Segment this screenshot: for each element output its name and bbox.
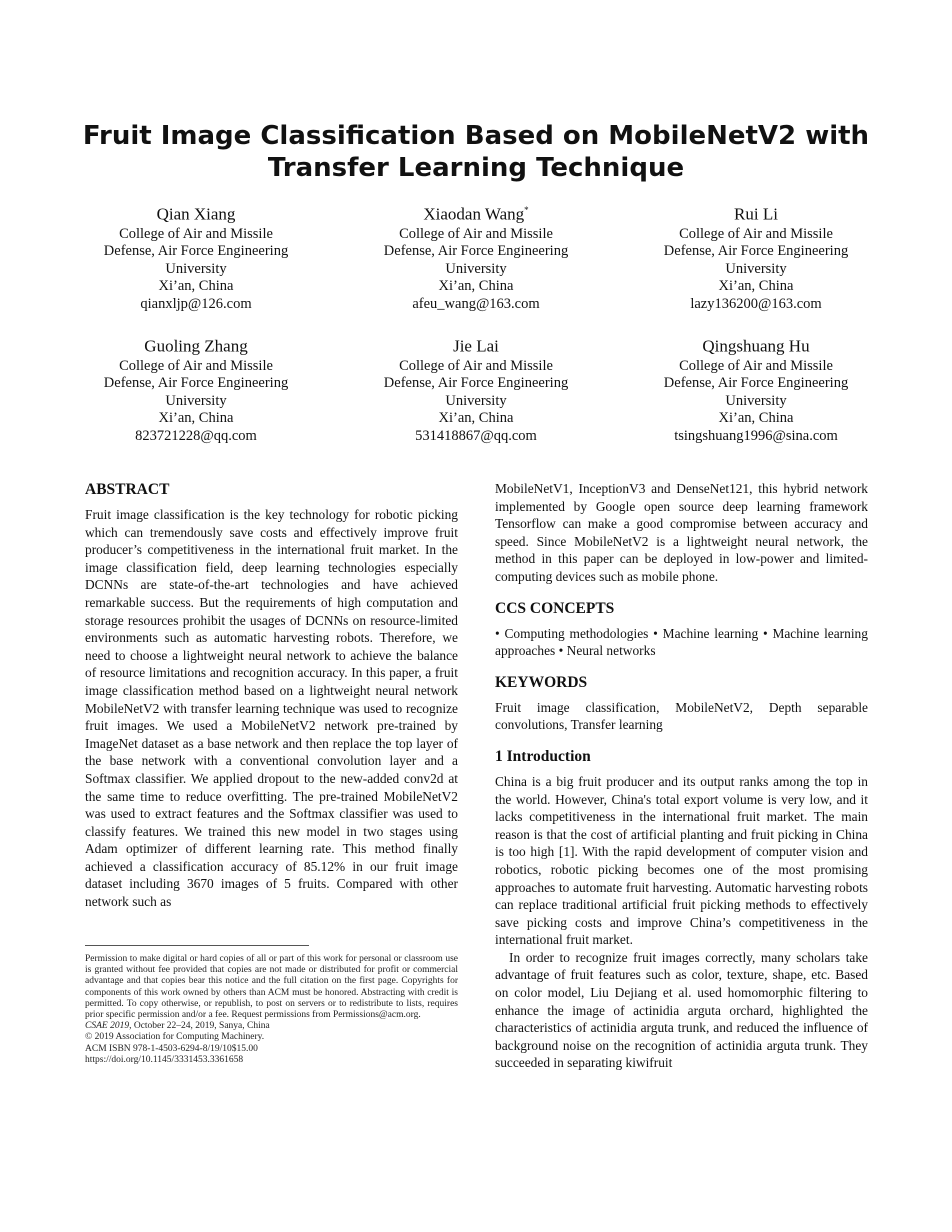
author-location: Xi’an, China bbox=[718, 278, 794, 295]
abstract-heading: ABSTRACT bbox=[85, 481, 170, 498]
author-affiliation: College of Air and Missile bbox=[399, 225, 553, 242]
author-name: Qian Xiang bbox=[156, 204, 236, 224]
author-row-2 bbox=[56, 331, 896, 446]
ccs-item: Neural networks bbox=[566, 643, 656, 659]
author-affiliation: College of Air and Missile bbox=[119, 357, 273, 374]
doi-link[interactable]: https://doi.org/10.1145/3331453.3361658 bbox=[85, 1054, 244, 1065]
paper-title: Fruit Image Classification Based on MobileNetV2 with Transfer Learning Technique bbox=[82, 121, 870, 183]
permission-footnote bbox=[85, 945, 458, 1066]
ccs-item: Computing methodologies bbox=[504, 625, 649, 641]
author-row-1 bbox=[56, 199, 896, 314]
author-email[interactable]: qianxljp@126.com bbox=[140, 296, 252, 313]
author-block bbox=[336, 331, 616, 446]
keywords-heading: KEYWORDS bbox=[495, 673, 588, 691]
author-location: Xi’an, China bbox=[158, 278, 234, 295]
author-affiliation: University bbox=[445, 392, 507, 409]
author-affiliation: College of Air and Missile bbox=[679, 225, 833, 242]
footnote-rule bbox=[85, 945, 309, 946]
author-location: Xi’an, China bbox=[718, 410, 794, 427]
author-email[interactable]: tsingshuang1996@sina.com bbox=[674, 428, 838, 445]
author-affiliation: Defense, Air Force Engineering bbox=[383, 375, 569, 392]
author-location: Xi’an, China bbox=[438, 410, 514, 427]
abstract-continued: MobileNetV1, InceptionV3 and DenseNet121, this hybrid network implemented by Google open source deep learning framework Tensorflow can make a good compromise between accuracy and speed. Since MobileNetV2 is a lightweight neural network, the method in this paper can be deployed in low-power and limited-computing devices such as mobile phone. bbox=[495, 481, 868, 584]
author-affiliation: College of Air and Missile bbox=[119, 225, 273, 242]
corresponding-author-mark: * bbox=[524, 205, 529, 215]
copyright-line: © 2019 Association for Computing Machinery. bbox=[85, 1032, 265, 1043]
ccs-heading: CCS CONCEPTS bbox=[495, 599, 615, 617]
bullet: • bbox=[558, 643, 564, 659]
author-email[interactable]: 531418867@qq.com bbox=[415, 428, 537, 445]
keywords-text: Fruit image classification, MobileNetV2, Depth separable convolutions, Transfer learning bbox=[495, 699, 868, 733]
author-block bbox=[336, 199, 616, 314]
author-affiliation: University bbox=[165, 260, 227, 277]
author-email[interactable]: afeu_wang@163.com bbox=[412, 296, 540, 313]
author-affiliation: College of Air and Missile bbox=[399, 357, 553, 374]
author-location: Xi’an, China bbox=[158, 410, 234, 427]
author-name: Rui Li bbox=[734, 204, 778, 224]
bullet: • bbox=[495, 625, 500, 641]
author-name: Guoling Zhang bbox=[144, 336, 248, 356]
permission-text: Permission to make digital or hard copies of all or part of this work for personal or classroom use is granted without fee provided that copies are not made or distributed for profit or commercial advantage and that copies bear this notice and the full citation on the first page. Copyrights for components of this work owned by others than ACM must be honored. Abstracting with credit is permitted. To copy otherwise, or republish, to post on servers or to redistribute to lists, requires prior specific permission and/or a fee. Request permissions from Permissions@acm.org. bbox=[85, 954, 458, 1021]
author-email[interactable]: 823721228@qq.com bbox=[135, 428, 257, 445]
author-affiliation: University bbox=[725, 392, 787, 409]
author-affiliation: Defense, Air Force Engineering bbox=[103, 243, 289, 260]
author-affiliation: Defense, Air Force Engineering bbox=[103, 375, 289, 392]
author-affiliation: University bbox=[725, 260, 787, 277]
ccs-item: Machine learning bbox=[662, 625, 759, 641]
abstract-text: Fruit image classification is the key technology for robotic picking which can tremendously save costs and effectively improve fruit producer’s competitiveness in the international fruit market. In the image classification field, deep learning technologies especially DCNNs are state-of-the-art technologies and have achieved remarkable success. But the requirements of high computation and storage resources prohibit the usages of DCNNs on resource-limited environments such as automatic harvesting robots. Therefore, we need to choose a lightweight neural network to achieve the balance of resource limitations and recognition accuracy. In this paper, a fruit image classification method based on a lightweight neural network MobileNetV2 with transfer learning technique was used to recognize fruit images. We used a MobileNetV2 network pre-trained by ImageNet dataset as a base network and then replace the top layer of the base network with a conventional convolution layer and a Softmax classifier. We applied dropout to the new-added conv2d at the same time to reduce overfitting. The pre-trained MobileNetV2 was used to extract features and the Softmax classifier was used to classify features. We trained this new model in two stages using Adam optimizer of different learning rate. This method finally achieved a classification accuracy of 85.12% in our fruit image dataset including 3670 images of 5 fruits. Compared with other network such as bbox=[85, 507, 458, 910]
author-affiliation: University bbox=[165, 392, 227, 409]
author-affiliation: University bbox=[445, 260, 507, 277]
author-name: Jie Lai bbox=[453, 336, 499, 356]
venue-line: CSAE 2019, October 22–24, 2019, Sanya, China bbox=[85, 1021, 270, 1032]
introduction-paragraph-1: China is a big fruit producer and its output ranks among the top in the world. However, China's total export volume is very low, and it lacks competitiveness in the international fruit market. The main reason is that the cost of artificial planting and fruit picking in China is too high [1]. With the rapid development of computer vision and robotics, robotic picking becomes one of the most promising approaches to automate fruit harvesting. Automatic harvesting robots can replace traditional artificial fruit picking methods to effectively save picking costs and improve China’s competitiveness in the international fruit market. bbox=[495, 773, 868, 948]
author-block bbox=[616, 199, 896, 314]
author-affiliation: Defense, Air Force Engineering bbox=[663, 243, 849, 260]
author-email[interactable]: lazy136200@163.com bbox=[690, 296, 822, 313]
right-column bbox=[495, 480, 868, 1072]
author-block bbox=[56, 199, 336, 314]
ccs-concepts bbox=[495, 625, 868, 660]
introduction-paragraph-2: In order to recognize fruit images correctly, many scholars take advantage of fruit features such as color, texture, shape, etc. Based on color model, Liu Dejiang et al. used homomorphic filtering to enhance the image of actinidia arguta orchard, highlighted the characteristics of actinidia arguta trunk, and reduced the influence of background noise on the recognition of actinidia arguta trunk. They succeeded in separating kiwifruit bbox=[495, 949, 868, 1071]
author-name: Xiaodan Wang* bbox=[423, 204, 529, 224]
isbn-line: ACM ISBN 978-1-4503-6294-8/19/10$15.00 bbox=[85, 1043, 258, 1054]
author-affiliation: Defense, Air Force Engineering bbox=[663, 375, 849, 392]
bullet: • bbox=[653, 625, 658, 641]
author-block bbox=[616, 331, 896, 446]
left-column bbox=[85, 480, 458, 911]
author-affiliation: College of Air and Missile bbox=[679, 357, 833, 374]
bullet: • bbox=[762, 625, 768, 641]
author-affiliation: Defense, Air Force Engineering bbox=[383, 243, 569, 260]
introduction-heading: 1 Introduction bbox=[495, 747, 591, 765]
author-name: Qingshuang Hu bbox=[702, 336, 810, 356]
author-block bbox=[56, 331, 336, 446]
author-location: Xi’an, China bbox=[438, 278, 514, 295]
ccs-item: Machine learning approaches bbox=[495, 625, 868, 659]
